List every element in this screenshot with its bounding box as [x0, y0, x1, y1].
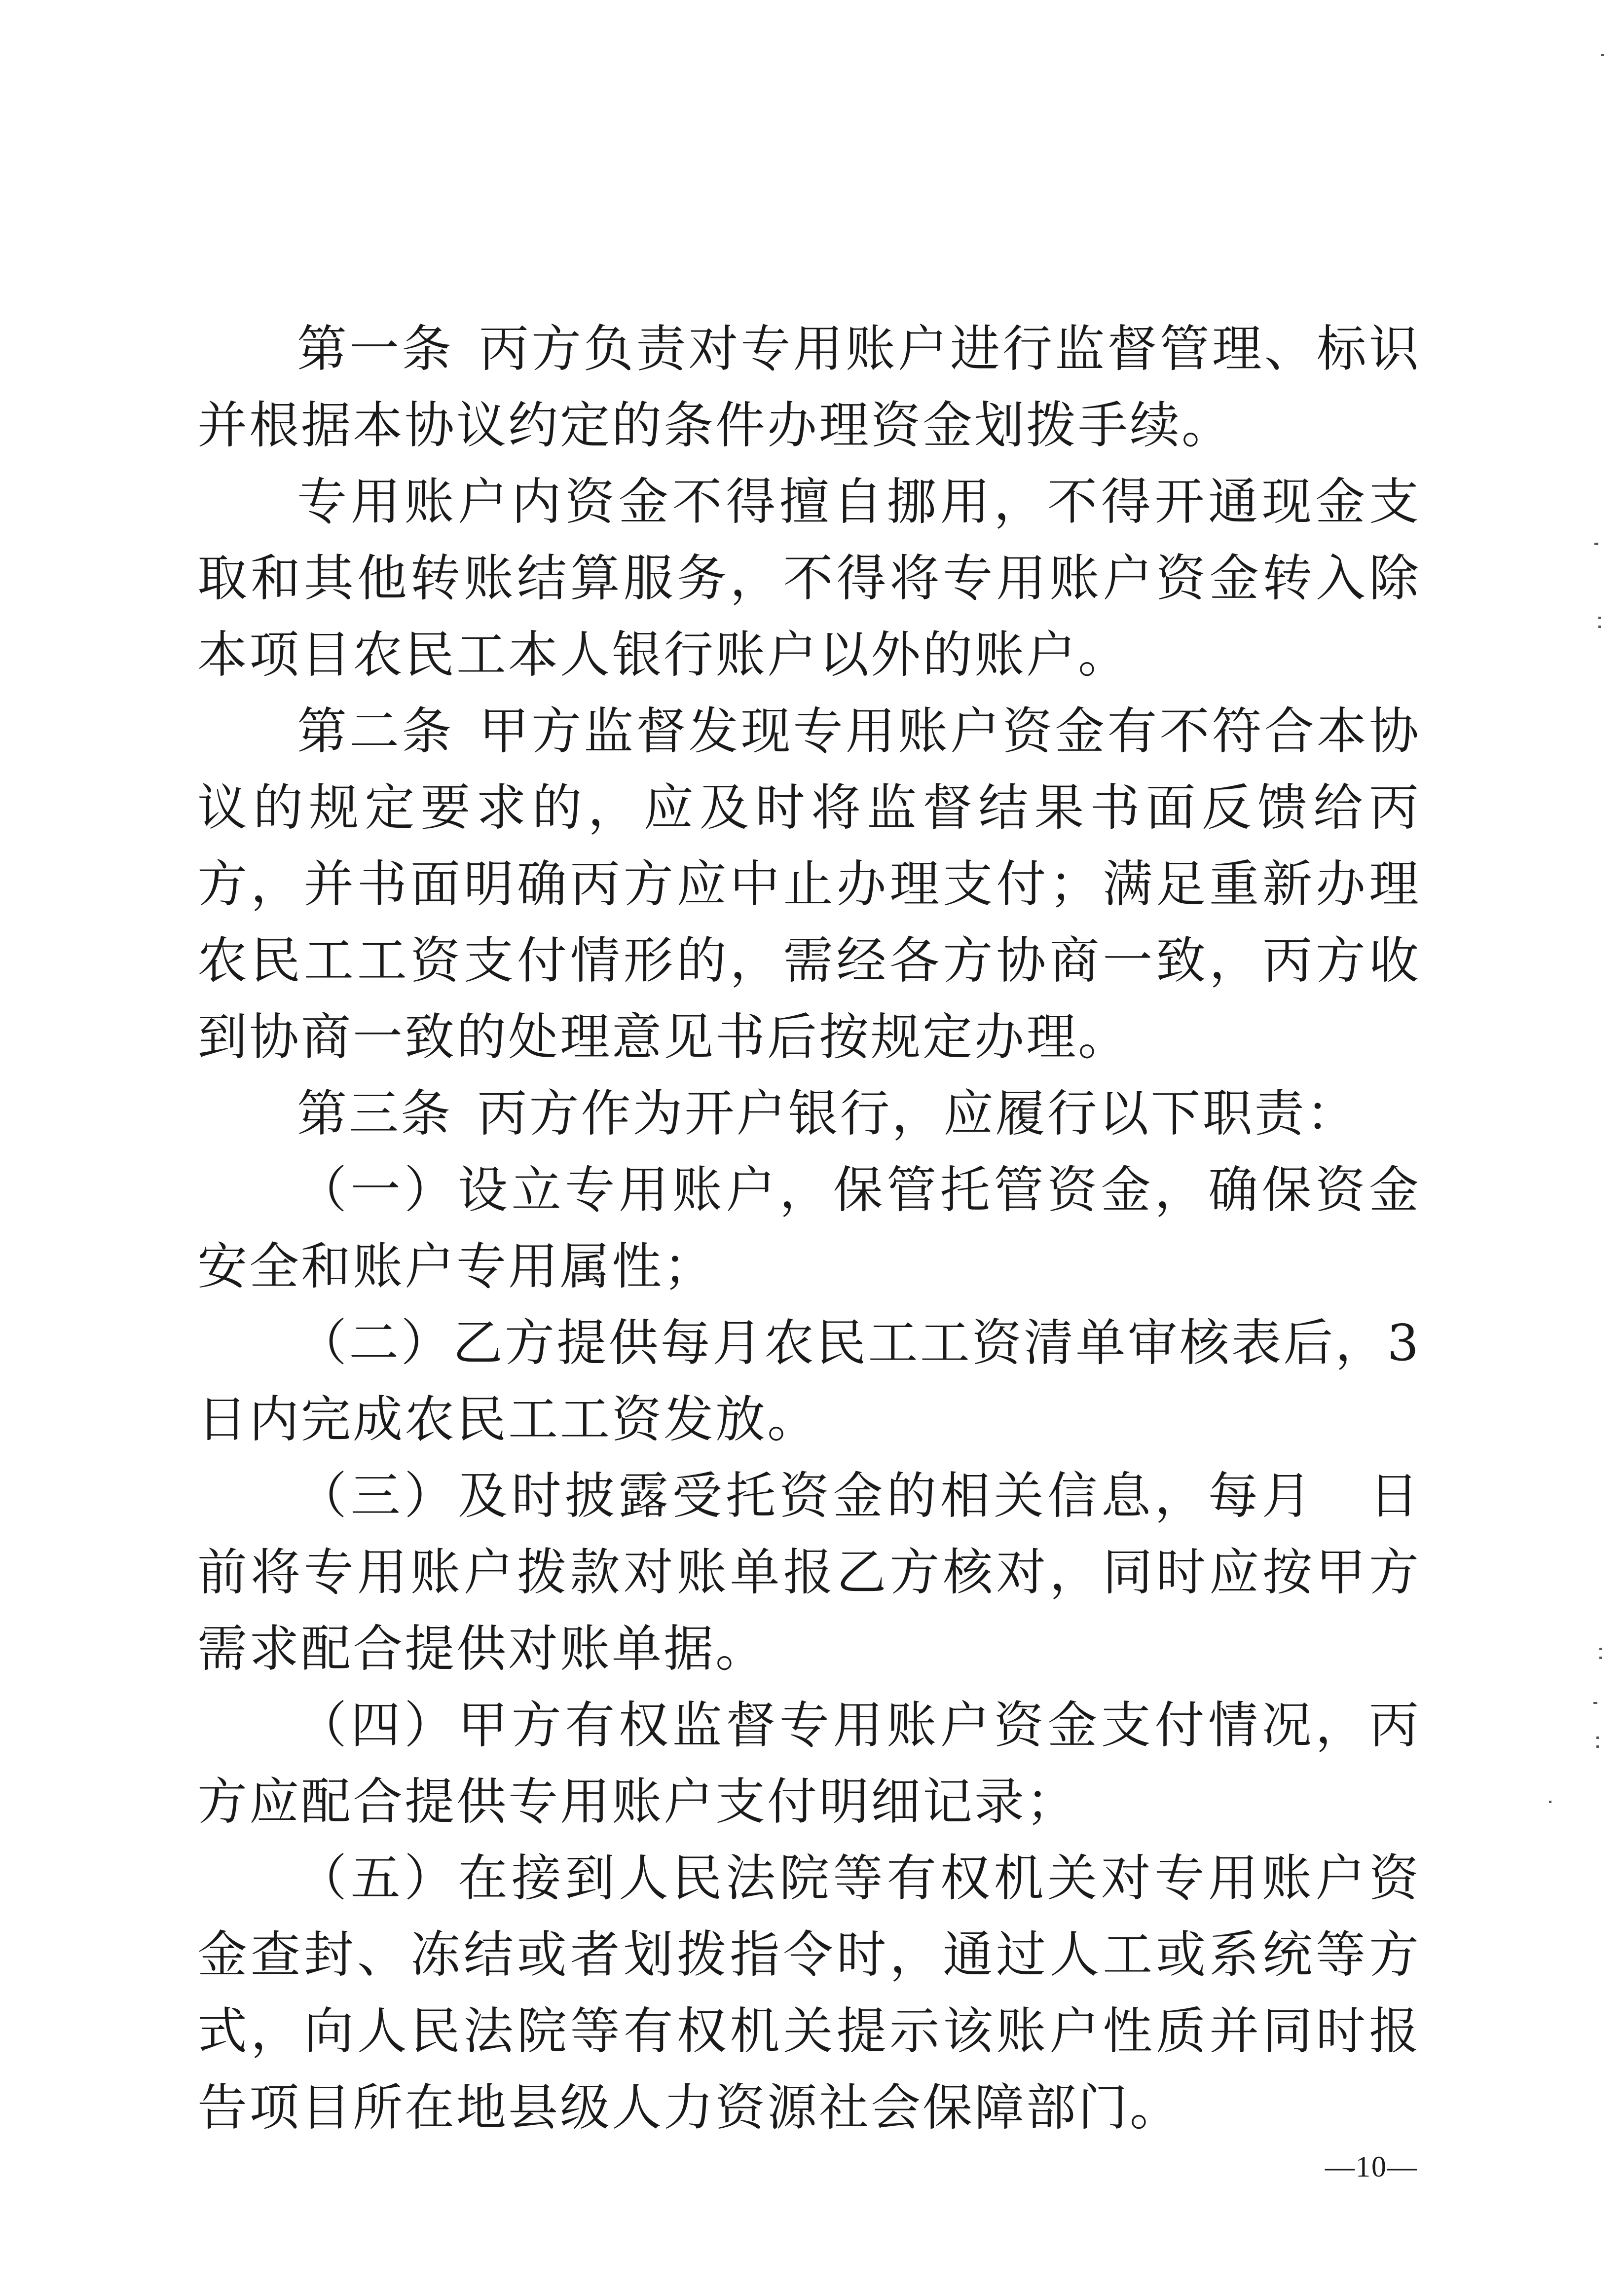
article-number: 第一条 — [297, 320, 454, 378]
scan-mark — [1599, 1648, 1602, 1650]
paragraph-text: 甲方监督发现专用账户资金有不符合本协议的规定要求的，应及时将监督结果书面反馈给丙方，并书面明确丙方应中止办理支付；满足重新办理农民工工资支付情形的，需经各方协商一致，丙方收到协商一致的处理意见书后按规定办理。 — [197, 702, 1421, 1066]
paragraph-text: （三）及时披露受托资金的相关信息，每月 日前将专用账户拨款对账单报乙方核对，同时应按甲方需求配合提供对账单据。 — [197, 1467, 1421, 1678]
paragraph-article-2 — [197, 693, 1421, 1075]
article-number: 第三条 — [297, 1084, 453, 1143]
paragraph-article-1 — [197, 311, 1421, 464]
paragraph-duty-3 — [197, 1458, 1421, 1687]
scan-mark — [1596, 1745, 1599, 1748]
paragraph-duty-1 — [197, 1152, 1421, 1305]
paragraph-duty-5 — [197, 1840, 1421, 2146]
paragraph-article-3 — [197, 1075, 1421, 1152]
paragraph-duty-2 — [197, 1305, 1421, 1458]
scan-mark — [1598, 617, 1601, 619]
scan-mark — [1601, 54, 1604, 56]
scan-mark — [1598, 626, 1601, 628]
article-number: 第二条 — [297, 702, 454, 760]
paragraph-duty-4 — [197, 1687, 1421, 1840]
paragraph-text: （一）设立专用账户，保管托管资金，确保资金安全和账户专用属性； — [197, 1161, 1421, 1295]
paragraph-text: 丙方负责对专用账户进行监督管理、标识并根据本协议约定的条件办理资金划拨手续。 — [197, 320, 1421, 454]
scan-mark — [1594, 543, 1598, 545]
scan-mark — [1596, 1737, 1599, 1739]
document-body — [197, 311, 1421, 2146]
scan-mark — [1599, 1657, 1602, 1659]
scan-mark — [1593, 1702, 1597, 1704]
page-number: —10— — [1325, 2150, 1418, 2183]
scan-mark — [1549, 1801, 1551, 1803]
paragraph-text: （二）乙方提供每月农民工工资清单审核表后，3日内完成农民工工资发放。 — [197, 1314, 1421, 1448]
paragraph-text: （四）甲方有权监督专用账户资金支付情况，丙方应配合提供专用账户支付明细记录； — [197, 1696, 1421, 1831]
paragraph-text: 专用账户内资金不得擅自挪用，不得开通现金支取和其他转账结算服务，不得将专用账户资金转入除本项目农民工本人银行账户以外的账户。 — [197, 473, 1421, 684]
paragraph-text: 丙方作为开户银行，应履行以下职责： — [477, 1084, 1358, 1143]
paragraph-text: （五）在接到人民法院等有权机关对专用账户资金查封、冻结或者划拨指令时，通过人工或系统等方式，向人民法院等有权机关提示该账户性质并同时报告项目所在地县级人力资源社会保障部门。 — [197, 1849, 1421, 2137]
paragraph-account-restrictions — [197, 464, 1421, 693]
